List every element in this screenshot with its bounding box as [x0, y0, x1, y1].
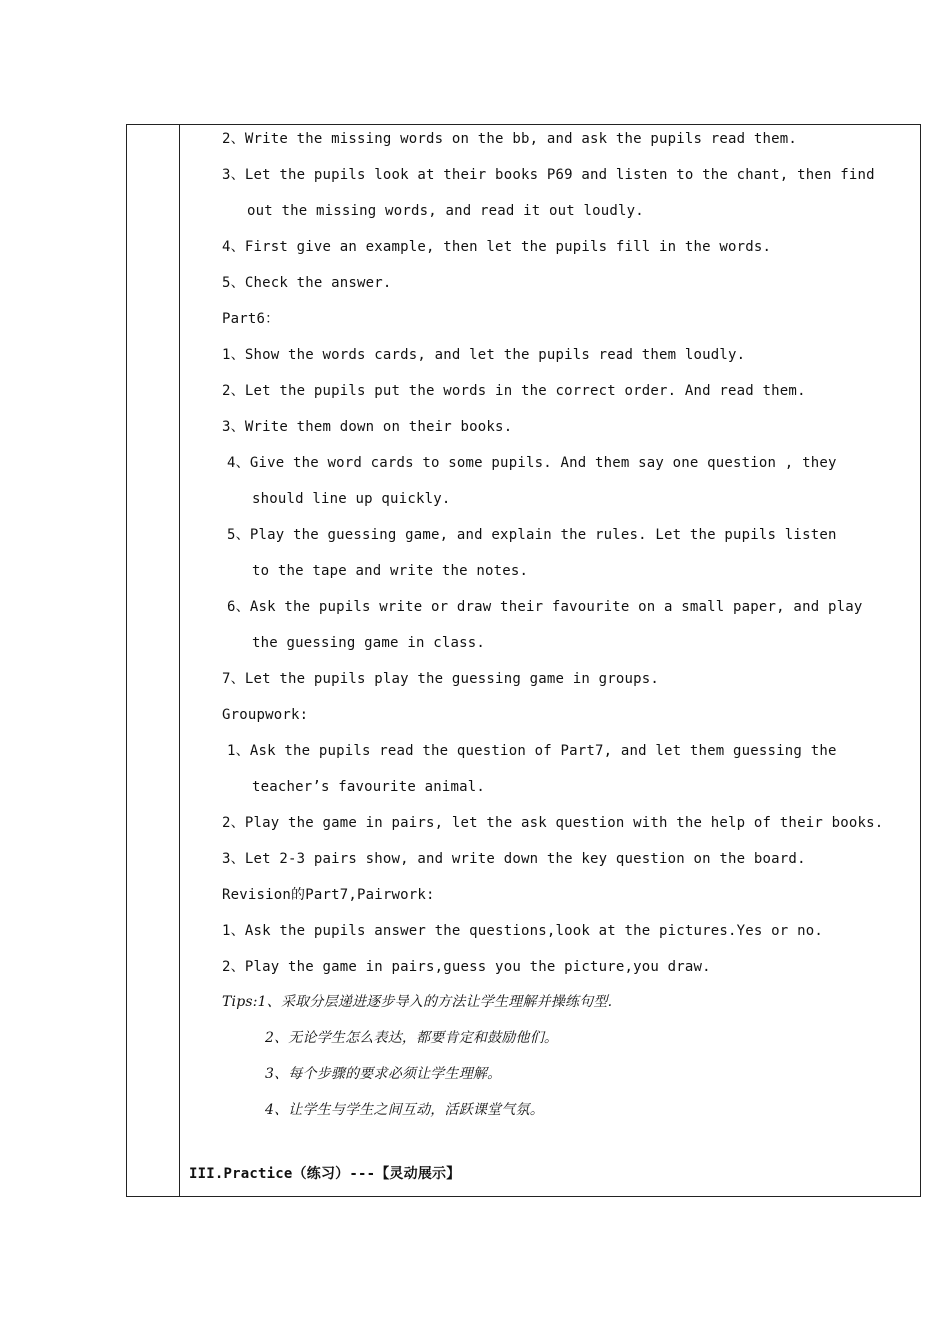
text-line: 1、Ask the pupils read the question of Part7, and let them guessing the: [227, 743, 837, 759]
text-line: teacher’s favourite animal.: [252, 779, 485, 795]
section-heading: III.Practice（练习）---【灵动展示】: [189, 1166, 461, 1182]
text-line: 3、Let the pupils look at their books P69 and listen to the chant, then find: [222, 167, 875, 183]
text-line: 2、Play the game in pairs, let the ask question with the help of their books.: [222, 815, 884, 831]
tips-line: Tips:1、采取分层递进逐步导入的方法让学生理解并操练句型.: [222, 994, 613, 1010]
text-line: Revision的Part7,Pairwork:: [222, 887, 435, 903]
text-line: 7、Let the pupils play the guessing game in groups.: [222, 671, 660, 687]
text-line: 1、Show the words cards, and let the pupils read them loudly.: [222, 347, 746, 363]
text-line: 4、Give the word cards to some pupils. And them say one question , they: [227, 455, 837, 471]
text-line: 2、Let the pupils put the words in the correct order. And read them.: [222, 383, 806, 399]
text-line: 3、Let 2-3 pairs show, and write down the key question on the board.: [222, 851, 806, 867]
column-divider: [179, 124, 180, 1197]
text-line: to the tape and write the notes.: [252, 563, 529, 579]
text-line: 2、Play the game in pairs,guess you the picture,you draw.: [222, 959, 711, 975]
text-line: 1、Ask the pupils answer the questions,look at the pictures.Yes or no.: [222, 923, 823, 939]
text-line: 4、First give an example, then let the pupils fill in the words.: [222, 239, 772, 255]
text-line: Groupwork:: [222, 707, 309, 723]
tips-line: 2、无论学生怎么表达，都要肯定和鼓励他们。: [265, 1030, 559, 1046]
text-line: out the missing words, and read it out loudly.: [247, 203, 644, 219]
tips-line: 3、每个步骤的要求必须让学生理解。: [265, 1066, 502, 1082]
tips-line: 4、让学生与学生之间互动，活跃课堂气氛。: [265, 1102, 544, 1118]
text-line: should line up quickly.: [252, 491, 451, 507]
text-line: 2、Write the missing words on the bb, and ask the pupils read them.: [222, 131, 798, 147]
text-line: 5、Check the answer.: [222, 275, 392, 291]
text-line: 3、Write them down on their books.: [222, 419, 513, 435]
text-line: 5、Play the guessing game, and explain the rules. Let the pupils listen: [227, 527, 837, 543]
text-line: Part6：: [222, 311, 280, 327]
text-line: 6、Ask the pupils write or draw their favourite on a small paper, and play: [227, 599, 863, 615]
text-line: the guessing game in class.: [252, 635, 485, 651]
